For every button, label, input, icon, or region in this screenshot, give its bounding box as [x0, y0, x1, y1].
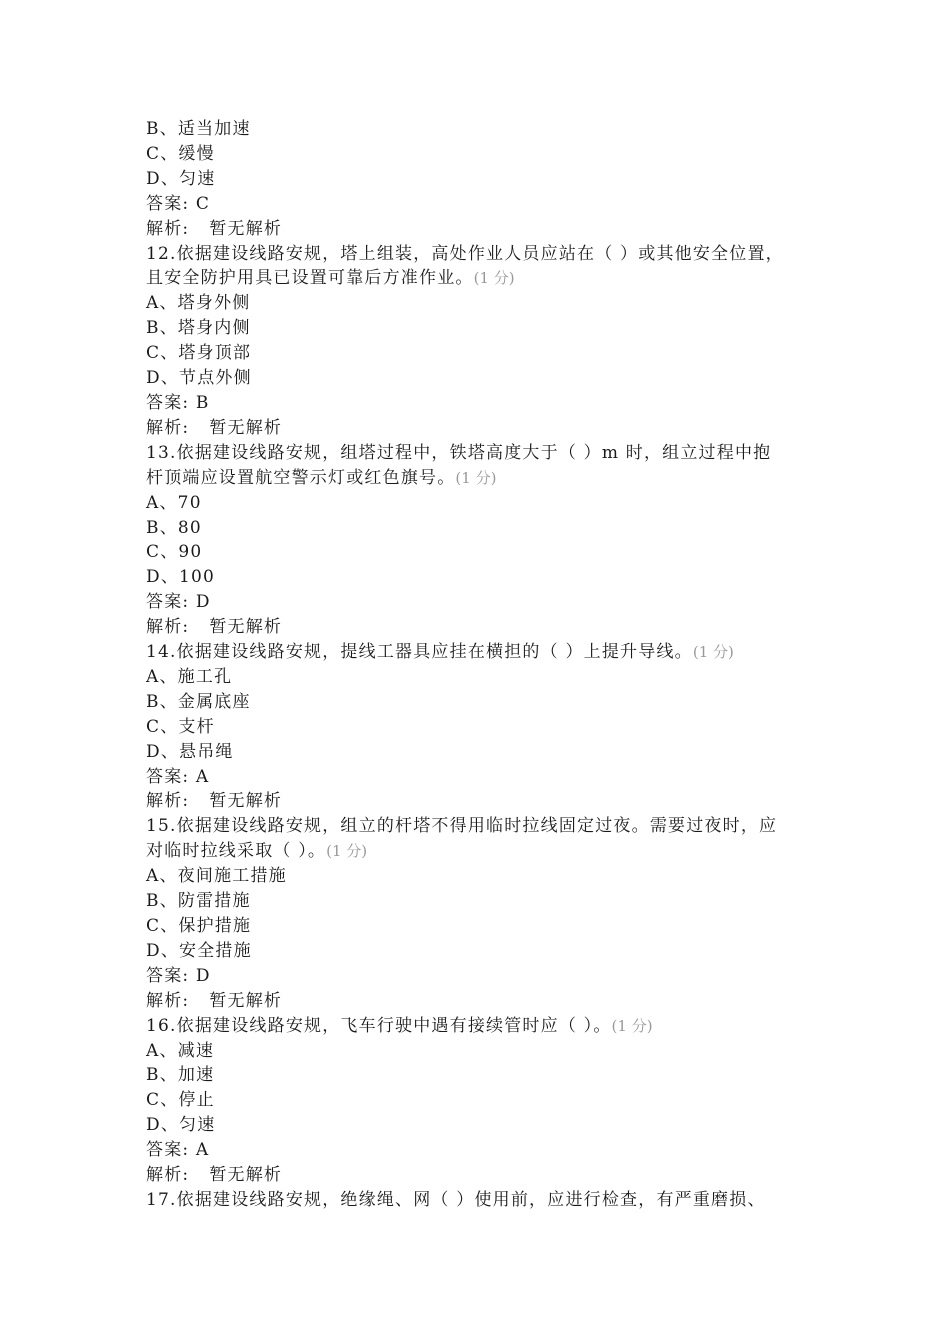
- option-b: B、加速: [146, 1065, 215, 1086]
- analysis-label: 解析:: [146, 617, 190, 638]
- answer-line: 答案: B: [146, 392, 210, 413]
- question-15-text-line2: 对临时拉线采取（ ）。(1 分): [146, 841, 368, 862]
- option-a: A、减速: [146, 1040, 215, 1061]
- analysis-label: 解析:: [146, 218, 190, 239]
- option-a: A、塔身外侧: [146, 293, 251, 314]
- analysis-line: [146, 1163, 816, 1188]
- question-13-text-line2: 杆顶端应设置航空警示灯或红色旗号。(1 分): [146, 467, 497, 488]
- option-c: C、保护措施: [146, 916, 252, 936]
- analysis-label: 解析:: [146, 417, 190, 438]
- analysis-label: 解析:: [146, 1165, 190, 1186]
- analysis-line: [146, 217, 816, 242]
- question-16-text: 16.依据建设线路安规，飞车行驶中遇有接续管时应（ ）。(1 分): [146, 1015, 653, 1036]
- answer-line: 答案: C: [146, 193, 211, 214]
- option-b: B、适当加速: [146, 119, 251, 139]
- option-b: B、防雷措施: [146, 891, 251, 912]
- option-a: A、施工孔: [146, 666, 233, 687]
- question-12-text-line1: 12.依据建设线路安规，塔上组装，高处作业人员应站在（ ）或其他安全位置，: [146, 243, 784, 264]
- option-c: C、塔身顶部: [146, 343, 252, 364]
- question-score: (1 分): [326, 842, 368, 861]
- answer-line: 答案: A: [146, 766, 210, 787]
- question-12-text-line2: 且安全防护用具已设置可靠后方准作业。(1 分): [146, 268, 515, 289]
- analysis-text: 暂无解析: [209, 990, 283, 1011]
- analysis-text: 暂无解析: [209, 791, 283, 812]
- analysis-line: [146, 416, 816, 441]
- document-page: [146, 117, 816, 1213]
- analysis-text: 暂无解析: [209, 617, 283, 638]
- answer-line: 答案: D: [146, 592, 211, 613]
- option-d: D、节点外侧: [146, 368, 252, 389]
- option-d: D、匀速: [146, 1115, 216, 1136]
- option-c: C、停止: [146, 1090, 215, 1111]
- option-d: D、悬吊绳: [146, 741, 234, 762]
- question-15-text-line1: 15.依据建设线路安规，组立的杆塔不得用临时拉线固定过夜。需要过夜时，应: [146, 816, 778, 837]
- analysis-label: 解析:: [146, 791, 190, 812]
- answer-line: 答案: D: [146, 965, 211, 986]
- option-b: B、80: [146, 517, 202, 538]
- analysis-line: [146, 789, 816, 814]
- analysis-line: [146, 615, 816, 640]
- analysis-text: 暂无解析: [209, 417, 283, 438]
- option-b: B、塔身内侧: [146, 318, 251, 339]
- answer-line: 答案: A: [146, 1140, 210, 1161]
- option-c: C、缓慢: [146, 143, 215, 164]
- option-d: D、匀速: [146, 168, 216, 189]
- option-b: B、金属底座: [146, 691, 251, 712]
- option-d: D、100: [146, 567, 216, 588]
- question-score: (1 分): [473, 269, 515, 288]
- option-a: A、70: [146, 492, 202, 513]
- question-score: (1 分): [611, 1016, 653, 1035]
- question-score: (1 分): [455, 468, 497, 487]
- option-c: C、90: [146, 542, 203, 563]
- question-17-text-line1: 17.依据建设线路安规，绝缘绳、网（ ）使用前，应进行检查，有严重磨损、: [146, 1189, 766, 1210]
- question-13-text-line1: 13.依据建设线路安规，组塔过程中，铁塔高度大于（ ）m 时，组立过程中抱: [146, 442, 772, 463]
- option-c: C、支杆: [146, 716, 215, 737]
- question-score: (1 分): [692, 643, 734, 662]
- analysis-text: 暂无解析: [209, 218, 283, 239]
- analysis-label: 解析:: [146, 990, 190, 1011]
- question-14-text: 14.依据建设线路安规，提线工器具应挂在横担的（ ）上提升导线。(1 分): [146, 642, 734, 663]
- option-d: D、安全措施: [146, 940, 252, 961]
- analysis-line: [146, 989, 816, 1014]
- analysis-text: 暂无解析: [209, 1165, 283, 1186]
- option-a: A、夜间施工措施: [146, 866, 287, 887]
